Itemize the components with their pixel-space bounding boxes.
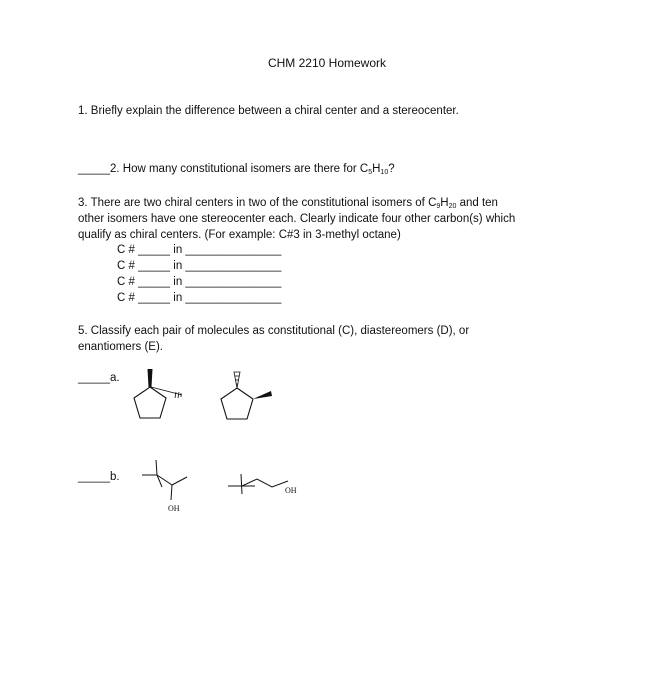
question-2-suffix: ?	[388, 163, 395, 175]
question-1: 1. Briefly explain the difference between a chiral center and a stereocenter.	[78, 105, 459, 117]
question-2-text: _____2. How many constitutional isomers are there for C	[78, 163, 369, 175]
formula-subscript: 5	[368, 169, 373, 176]
formula-element: H	[372, 163, 381, 175]
molecule-a1	[134, 369, 182, 418]
formula-subscript: 9	[436, 203, 441, 210]
question-3-line-3: qualify as chiral centers. (For example: C#3 in 3-methyl octane)	[78, 229, 401, 241]
question-3-line-2: other isomers have one stereocenter each. Clearly indicate four other carbon(s) which	[78, 213, 516, 225]
chiral-center-row: C # _____ in _______________	[117, 276, 282, 288]
chiral-center-row: C # _____ in _______________	[117, 292, 282, 304]
hydroxyl-label: OH	[285, 486, 297, 495]
pair-b-label: _____b.	[78, 471, 120, 483]
formula-element: H	[440, 197, 449, 209]
question-5-line-2: enantiomers (E).	[78, 341, 164, 353]
hydroxyl-label: OH	[168, 504, 180, 513]
question-5-line-1: 5. Classify each pair of molecules as constitutional (C), diastereomers (D), or	[78, 325, 470, 337]
formula-subscript: 10	[380, 169, 389, 176]
pair-a-label: _____a.	[78, 372, 120, 384]
chiral-center-row: C # _____ in _______________	[117, 260, 282, 272]
molecule-a2	[221, 372, 272, 419]
question-3-text: 3. There are two chiral centers in two of the constitutional isomers of C	[78, 197, 437, 209]
chiral-center-row: C # _____ in _______________	[117, 244, 282, 256]
molecule-b2	[228, 474, 288, 494]
formula-subscript: 20	[448, 203, 457, 210]
molecule-b1	[142, 460, 187, 500]
question-3-text-end: and ten	[456, 197, 498, 209]
page-title: CHM 2210 Homework	[267, 56, 387, 70]
